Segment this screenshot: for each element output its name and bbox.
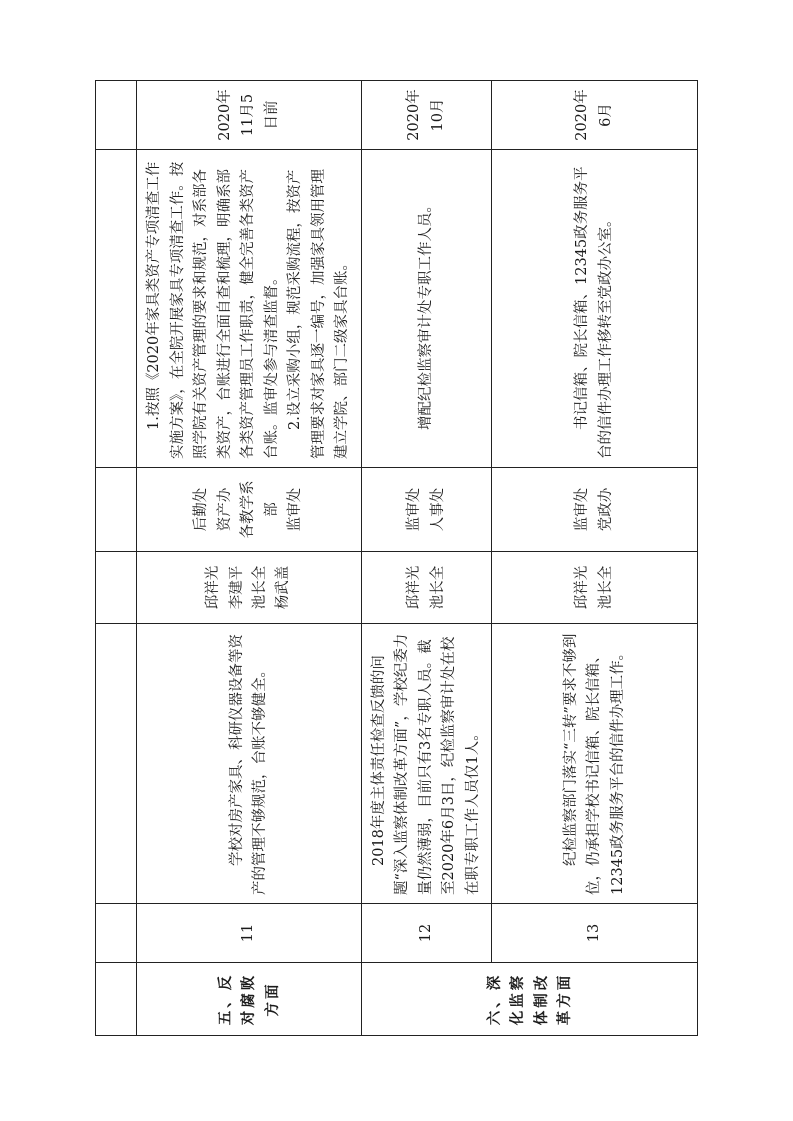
- table-row: [362, 81, 492, 1036]
- cell-category-continued: [96, 963, 137, 1036]
- leader-name: 李建平: [228, 565, 245, 610]
- department-name: 党政办: [597, 487, 614, 532]
- row-number: 13: [492, 904, 698, 963]
- row-number: 11: [137, 904, 362, 963]
- leader-cell: [137, 552, 362, 624]
- leader-cell: [492, 552, 698, 624]
- cell-department-continued: [96, 468, 137, 552]
- category-cell: 六、深化监察体制改革方面: [362, 963, 698, 1036]
- leader-name: 邱祥光: [406, 565, 423, 610]
- measure-text: 书记信箱、院长信箱、12345政务服务平台的信件办理工作移转至党政办公室。: [574, 166, 614, 459]
- measure-text: 2.设立采购小组，规范采购流程，按资产管理要求对家具逐一编号，加强家具领用管理建立学院、部门二级家具台账。: [287, 169, 351, 459]
- problem-cell: [362, 624, 492, 904]
- table-row: [492, 81, 698, 1036]
- measure-text: 增配纪检监察审计处专职工作人员。: [417, 198, 434, 430]
- problem-text: 学校对房产家具、科研仪器设备等资产的管理不够规范，台账不够健全。: [228, 634, 268, 895]
- leader-name: 池长全: [252, 565, 268, 610]
- measure-cell: [362, 150, 492, 468]
- table-row-continued: [96, 81, 137, 1036]
- department-cell: [492, 468, 698, 552]
- cell-measure-continued: [96, 150, 137, 468]
- department-name: 监审处: [574, 487, 591, 532]
- row-number: 12: [362, 904, 492, 963]
- leader-name: 邱祥光: [574, 565, 591, 610]
- leader-name: 邱祥光: [205, 565, 222, 610]
- leader-name: 池长全: [429, 565, 446, 610]
- leader-name: 池长全: [597, 565, 614, 610]
- department-cell: [137, 468, 362, 552]
- department-name: 各教学系部: [240, 480, 280, 539]
- leader-cell: [362, 552, 492, 624]
- problem-text: 纪检监察部门落实“三转”要求不够到位，仍承担学校书记信箱、院长信箱、12345政务服务平台的信件办理工作。: [562, 633, 626, 895]
- department-name: 监审处: [287, 487, 304, 532]
- leader-name: 杨武盖: [275, 565, 292, 610]
- problem-cell: [492, 624, 698, 904]
- rectification-table: [95, 80, 698, 1036]
- cell-leader-continued: [96, 552, 137, 624]
- department-name: 资产办: [216, 487, 233, 532]
- measure-text: 1.按照《2020年家具类资产专项清查工作实施方案》，在全院开展家具专项清查工作。按照学院有关资产管理的要求和规范，对系部各类资产，台账进行全面自查和梳理，明确系部各类资产管理员工作职责，健全完善各类资产台账。监审处参与清查监督。: [146, 161, 280, 459]
- department-name: 后勤处: [193, 487, 210, 532]
- category-cell: 五、反对腐败方面: [137, 963, 362, 1036]
- deadline-cell: 2020年10月: [362, 81, 492, 150]
- deadline-cell: 2020年11月5日前: [137, 81, 362, 150]
- cell-number-continued: [96, 904, 137, 963]
- cell-deadline-continued: [96, 81, 137, 150]
- problem-cell: [137, 624, 362, 904]
- measure-cell: [137, 150, 362, 468]
- department-name: 人事处: [429, 487, 446, 532]
- department-cell: [362, 468, 492, 552]
- table-row: [137, 81, 362, 1036]
- measure-cell: [492, 150, 698, 468]
- department-name: 监审处: [406, 487, 423, 532]
- deadline-cell: 2020年6月: [492, 81, 698, 150]
- problem-text: 2018年度主体责任检查反馈的问题“深入监察体制改革方面”，学校纪委力量仍然薄弱，目前只有3名专职人员。截至2020年6月3日，纪检监察审计处在校在职专职工作人员仅1人。: [371, 633, 481, 895]
- cell-problem-continued: [96, 624, 137, 904]
